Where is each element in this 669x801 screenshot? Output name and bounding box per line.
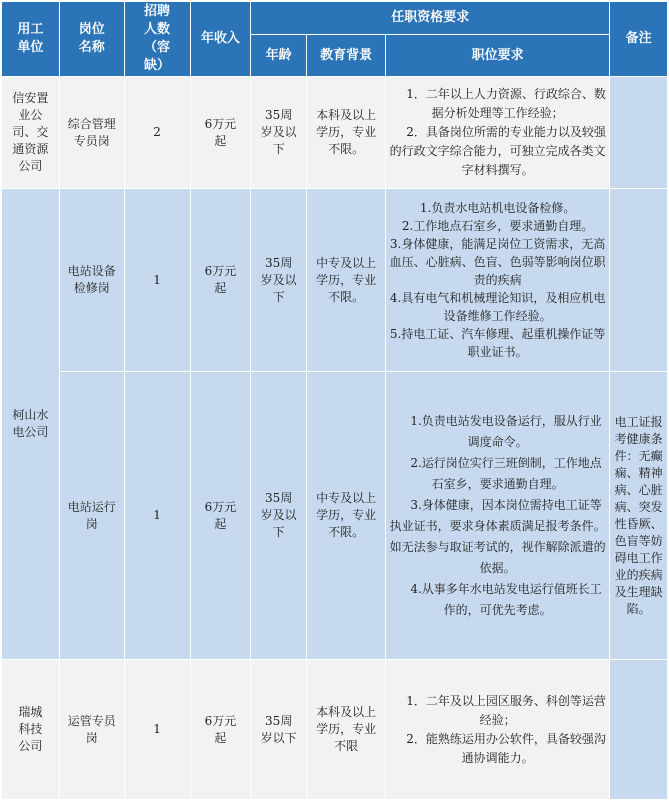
headcount-cell: 2: [124, 77, 190, 189]
header-qualifications: 任职资格要求: [251, 2, 610, 35]
requirement-item: 1．二年及以上园区服务、科创等运营经验；: [406, 693, 606, 727]
headcount-cell: 1: [124, 372, 190, 660]
position-cell: 电站设备检修岗: [59, 189, 124, 372]
age-cell: 35周岁及以下: [251, 372, 307, 660]
requirements-cell: [386, 372, 610, 660]
requirement-item: 2.运行岗位实行三班倒制，工作地点石室乡，要求通勤自理。: [410, 455, 602, 491]
header-requirements: 职位要求: [386, 35, 610, 77]
education-cell: 中专及以上学历，专业不限。: [307, 372, 386, 660]
salary-cell: 6万元起: [190, 372, 251, 660]
position-cell: 电站运行岗: [59, 372, 124, 660]
salary-cell: 6万元起: [190, 77, 251, 189]
header-headcount: 招聘人数（容缺）: [124, 2, 190, 77]
requirement-item: 2．能熟练运用办公软件，具备较强沟通协调能力。: [406, 731, 606, 765]
salary-cell: 6万元起: [190, 660, 251, 800]
requirement-item: 3.身体健康，能满足岗位工资需求，无高血压、心脏病、色盲、色弱等影响岗位职责的疾病: [389, 237, 606, 287]
remark-cell: [610, 77, 668, 189]
requirement-item: 1．二年以上人力资源、行政综合、数据分析处理等工作经验；: [406, 87, 606, 120]
header-education: 教育背景: [307, 35, 386, 77]
requirement-item: 1.负责水电站机电设备检修。: [419, 201, 576, 215]
education-cell: 本科及以上学历，专业不限: [307, 660, 386, 800]
unit-cell: 瑞城科技公司: [2, 660, 60, 800]
requirement-item: 4.从事多年水电站发电运行值班长工作的，可优先考虑。: [410, 581, 602, 617]
header-salary: 年收入: [190, 2, 251, 77]
requirements-cell: [386, 189, 610, 372]
requirement-item: 3.身体健康，因本岗位需持电工证等执业证书，要求身体素质满足报考条件。如无法参与取证考试的，视作解除派遣的依据。: [389, 497, 606, 575]
table-row: [2, 660, 668, 800]
headcount-cell: 1: [124, 189, 190, 372]
header-age: 年龄: [251, 35, 307, 77]
requirement-item: 2.工作地点石室乡，要求通勤自理。: [401, 219, 594, 233]
header-position: 岗位名称: [59, 2, 124, 77]
remark-cell: [610, 189, 668, 372]
requirement-item: 1.负责电站发电设备运行，服从行业调度命令。: [410, 413, 602, 449]
age-cell: 35周岁以下: [251, 660, 307, 800]
requirement-item: 4.具有电气和机械理论知识，及相应机电设备维修工作经验。: [389, 291, 606, 323]
education-cell: 本科及以上学历，专业不限。: [307, 77, 386, 189]
unit-cell: 信安置业公司、交通资源公司: [2, 77, 60, 189]
age-cell: 35周岁及以下: [251, 77, 307, 189]
salary-cell: 6万元起: [190, 189, 251, 372]
table-row: [2, 77, 668, 189]
header-row-1: [2, 2, 668, 35]
unit-cell: 柯山水电公司: [2, 189, 60, 660]
education-cell: 中专及以上学历，专业不限。: [307, 189, 386, 372]
header-remarks: 备注: [610, 2, 668, 77]
requirements-cell: [386, 660, 610, 800]
header-unit: 用工单位: [2, 2, 60, 77]
table-row: [2, 189, 668, 372]
remark-cell: 电工证报考健康条件：无癫痫、精神病、心脏病、突发性昏厥、色盲等妨碍电工作业的疾病及生理缺陷。: [610, 372, 668, 660]
requirement-item: 2．具备岗位所需的专业能力以及较强的行政文字综合能力，可独立完成各类文字材料撰写。: [389, 125, 606, 177]
position-cell: 综合管理专员岗: [59, 77, 124, 189]
recruitment-table: [1, 1, 668, 800]
requirements-cell: [386, 77, 610, 189]
headcount-cell: 1: [124, 660, 190, 800]
position-cell: 运管专员岗: [59, 660, 124, 800]
remark-cell: [610, 660, 668, 800]
requirement-item: 5.持电工证、汽车修理、起重机操作证等职业证书。: [389, 327, 606, 359]
age-cell: 35周岁及以下: [251, 189, 307, 372]
table-row: [2, 372, 668, 660]
